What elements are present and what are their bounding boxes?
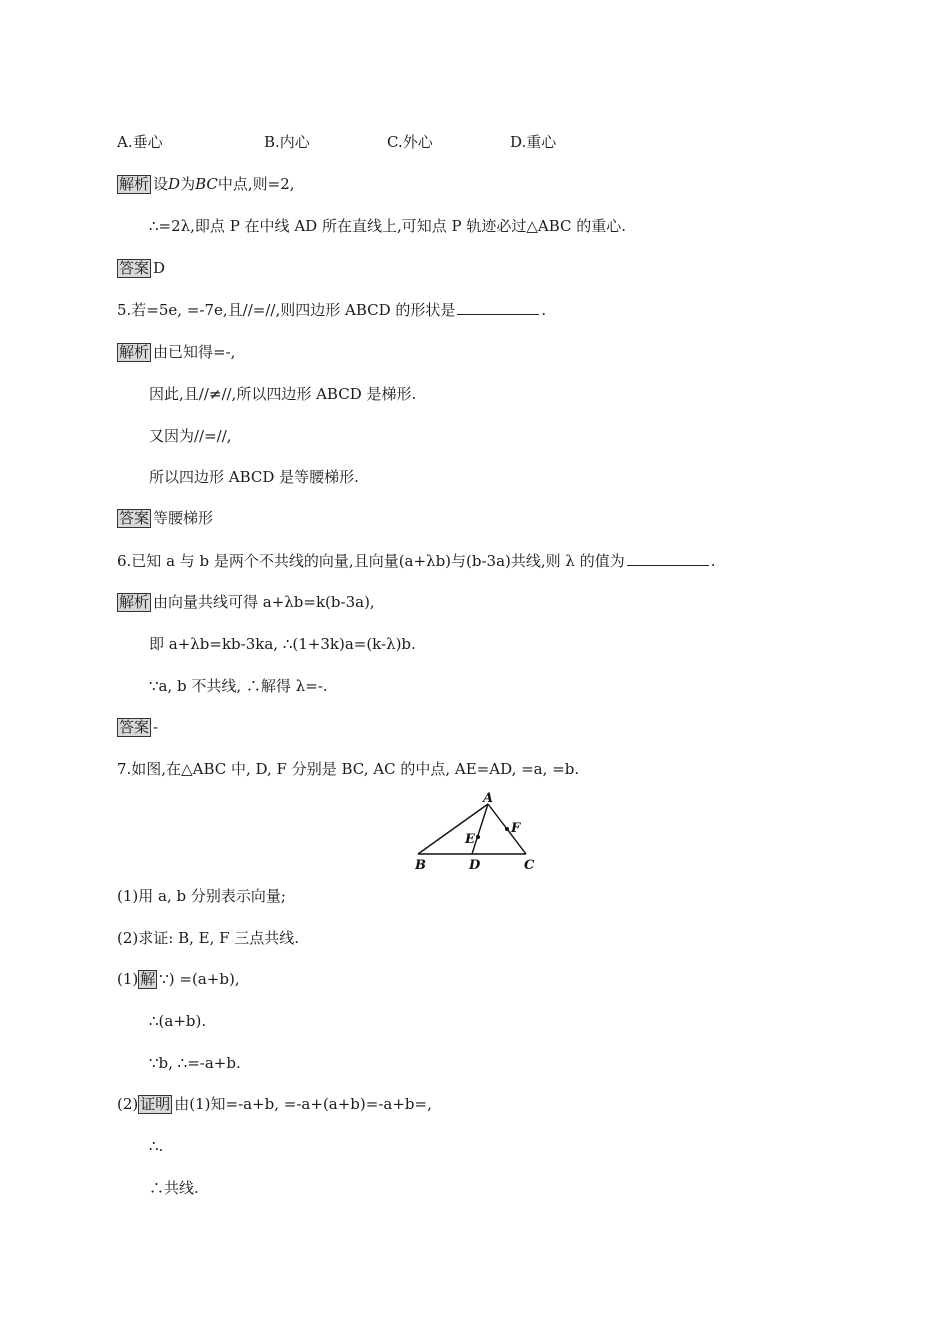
answer-blank bbox=[627, 551, 709, 566]
q6-analysis-line2: 即 a+λb=kb-3ka, ∴(1+3k)a=(k-λ)b. bbox=[149, 635, 416, 653]
q7-sol2-line2: ∴. bbox=[149, 1137, 164, 1155]
option-b: B.内心 bbox=[264, 133, 310, 151]
label-c: C bbox=[524, 858, 535, 873]
q5-answer: 答案 等腰梯形 bbox=[119, 509, 214, 527]
q7-part2: (2)求证: B, E, F 三点共线. bbox=[117, 929, 300, 947]
q6-stem: 6.已知 a 与 b 是两个不共线的向量,且向量(a+λb)与(b-3a)共线,则 λ 的值为 . bbox=[117, 552, 716, 570]
q5-analysis-line4: 所以四边形 ABCD 是等腰梯形. bbox=[149, 468, 359, 486]
analysis-tag: 解析 bbox=[119, 343, 150, 361]
q5-analysis-line3: 又因为//=//, bbox=[149, 427, 232, 445]
q7-sol1-line1: (1) 解 ∵) =(a+b), bbox=[117, 970, 240, 988]
option-a: A.垂心 bbox=[117, 133, 163, 151]
analysis-tag: 解析 bbox=[119, 175, 150, 193]
q5-analysis-line2: 因此,且//≠//,所以四边形 ABCD 是梯形. bbox=[149, 385, 417, 403]
q6-analysis-line1: 解析 由向量共线可得 a+λb=k(b-3a), bbox=[119, 593, 375, 611]
q4-analysis-line1: 解析 设D为BC中点,则=2, bbox=[119, 175, 295, 193]
answer-tag: 答案 bbox=[119, 259, 150, 277]
label-b: B bbox=[415, 858, 426, 873]
analysis-tag: 解析 bbox=[119, 593, 150, 611]
q7-sol1-line3: ∵b, ∴=-a+b. bbox=[149, 1054, 241, 1072]
q7-sol2-line3: ∴共线. bbox=[149, 1179, 199, 1197]
label-d: D bbox=[469, 858, 481, 873]
q5-analysis-line1: 解析 由已知得=-, bbox=[119, 343, 236, 361]
answer-tag: 答案 bbox=[119, 718, 150, 736]
point-f bbox=[505, 827, 509, 831]
label-a: A bbox=[483, 791, 494, 806]
q6-analysis-line3: ∵a, b 不共线, ∴解得 λ=-. bbox=[149, 677, 328, 695]
q4-analysis-line2: ∴=2λ,即点 P 在中线 AD 所在直线上,可知点 P 轨迹必过△ABC 的重心. bbox=[149, 217, 627, 235]
point-e bbox=[476, 835, 480, 839]
q7-part1: (1)用 a, b 分别表示向量; bbox=[117, 887, 286, 905]
options-row bbox=[117, 132, 577, 152]
triangle-figure bbox=[412, 790, 542, 880]
q4-answer bbox=[117, 258, 165, 278]
answer-tag: 答案 bbox=[119, 509, 150, 527]
proof-tag: 证明 bbox=[140, 1095, 171, 1113]
answer-blank bbox=[457, 300, 539, 315]
label-e: E bbox=[465, 832, 475, 847]
q4-answer-value: D bbox=[153, 259, 166, 277]
option-d: D.重心 bbox=[510, 133, 557, 151]
option-c: C.外心 bbox=[387, 133, 433, 151]
side-ab bbox=[418, 804, 488, 854]
q6-answer: 答案 - bbox=[119, 718, 159, 736]
triangle-diagram bbox=[412, 790, 542, 876]
label-f: F bbox=[511, 821, 521, 836]
q7-sol2-line1: (2) 证明 由(1)知=-a+b, =-a+(a+b)=-a+b=, bbox=[117, 1095, 432, 1113]
q7-sol1-line2: ∴(a+b). bbox=[149, 1012, 207, 1030]
q5-stem: 5.若=5e, =-7e,且//=//,则四边形 ABCD 的形状是 . bbox=[117, 301, 547, 319]
q7-stem: 7.如图,在△ABC 中, D, F 分别是 BC, AC 的中点, AE=AD, =a, =b. bbox=[117, 760, 580, 778]
solution-tag: 解 bbox=[140, 970, 156, 988]
